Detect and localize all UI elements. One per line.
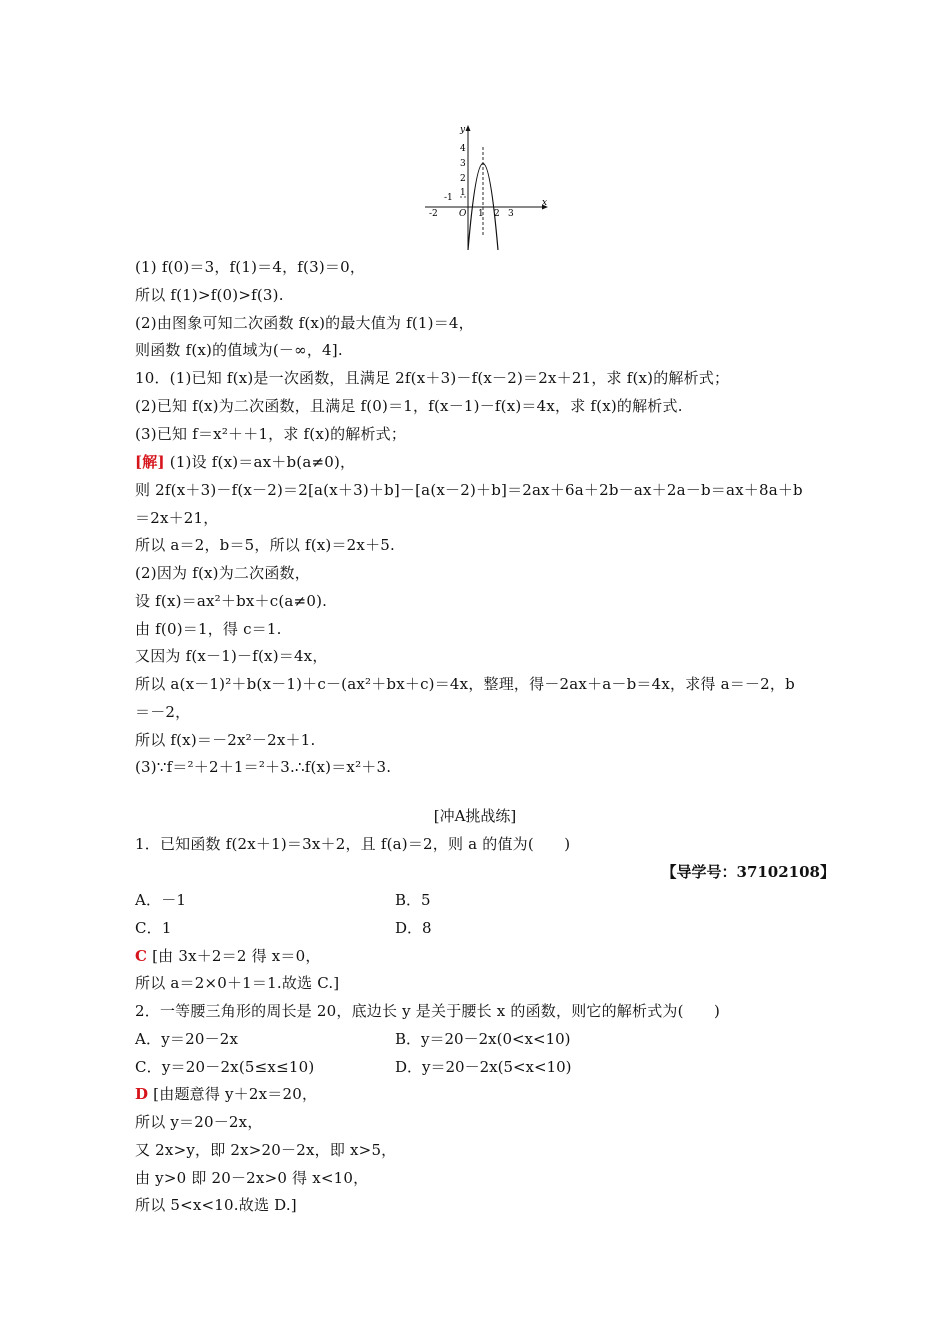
q2-exp5: 所以 5<x<10.故选 D.] <box>135 1196 297 1214</box>
q1-option-b: B．5 <box>395 891 431 909</box>
parabola-graph <box>420 120 560 255</box>
p10-q2: (2)已知 f(x)为二次函数，且满足 f(0)＝1，f(x－1)－f(x)＝4x，求 f(x)的解析式. <box>135 397 683 415</box>
y-axis-arrow <box>466 125 471 131</box>
y-axis-label: y <box>460 125 466 135</box>
q1-exp1: [由 3x＋2＝2 得 x＝0， <box>147 947 321 965</box>
q1-stem: 1．已知函数 f(2x＋1)＝3x＋2，且 f(a)＝2，则 a 的值为( ) <box>135 835 571 853</box>
p10-q3: (3)已知 f＝x²＋＋1，求 f(x)的解析式； <box>135 425 407 443</box>
p10-s8: 又因为 f(x－1)－f(x)＝4x， <box>135 647 328 665</box>
p10-s6: 设 f(x)＝ax²＋bx＋c(a≠0). <box>135 592 328 610</box>
sol9-line2: 所以 f(1)>f(0)>f(3). <box>135 286 284 304</box>
x-tick-2: 2 <box>494 209 500 219</box>
x-tick-3: 3 <box>508 209 514 219</box>
q1-ref-number: 【导学号：37102108】 <box>661 863 835 881</box>
q1-explain-line1 <box>135 946 321 966</box>
x-tick-neg2: -2 <box>429 209 438 219</box>
q2-option-c: C．y＝20－2x(5≤x≤10) <box>135 1058 315 1076</box>
q2-option-d: D．y＝20－2x(5<x<10) <box>395 1058 572 1076</box>
q2-exp1: [由题意得 y＋2x＝20， <box>148 1085 318 1103</box>
origin-label: O <box>459 209 467 219</box>
q1-exp2: 所以 a＝2×0＋1＝1.故选 C.] <box>135 974 340 992</box>
y-tick-4: 4 <box>460 144 466 154</box>
q1-option-d: D．8 <box>395 919 432 937</box>
q1-answer: C <box>135 947 148 965</box>
p10-s10: ＝－2， <box>135 703 191 721</box>
y-tick-2: 2 <box>460 174 466 184</box>
x-axis-label: x <box>542 198 548 208</box>
q2-option-a: A．y＝20－2x <box>135 1030 239 1048</box>
y-tick-neg1: -1 <box>444 193 453 203</box>
p10-s12: (3)∵f＝²＋2＋1＝²＋3.∴f(x)＝x²＋3. <box>135 758 392 776</box>
y-tick-3: 3 <box>460 159 466 169</box>
p10-s9: 所以 a(x－1)²＋b(x－1)＋c－(ax²＋bx＋c)＝4x，整理，得－2ax＋a－b＝4x，求得 a＝－2，b <box>135 675 795 693</box>
p10-sol-line1 <box>135 452 355 472</box>
q1-option-c: C．1 <box>135 919 172 937</box>
p10-s5: (2)因为 f(x)为二次函数， <box>135 564 310 582</box>
x-tick-1: 1 <box>478 209 484 219</box>
y-tick-1: 1 <box>460 188 466 198</box>
q1-option-a: A．－1 <box>135 891 187 909</box>
q2-exp3: 又 2x>y，即 2x>20－2x，即 x>5， <box>135 1141 397 1159</box>
q2-option-b: B．y＝20－2x(0<x<10) <box>395 1030 571 1048</box>
p10-s3: ＝2x＋21， <box>135 509 219 527</box>
jie-tag: [解] <box>135 453 165 471</box>
q2-exp4: 由 y>0 即 20－2x>0 得 x<10， <box>135 1169 369 1187</box>
sol9-line3: (2)由图象可知二次函数 f(x)的最大值为 f(1)＝4， <box>135 314 474 332</box>
q2-explain-line1 <box>135 1084 317 1104</box>
p10-q1: 10．(1)已知 f(x)是一次函数，且满足 2f(x＋3)－f(x－2)＝2x＋21，求 f(x)的解析式； <box>135 369 730 387</box>
q2-stem: 2．一等腰三角形的周长是 20，底边长 y 是关于腰长 x 的函数，则它的解析式为( ) <box>135 1002 721 1020</box>
p10-s2: 则 2f(x＋3)－f(x－2)＝2[a(x＋3)＋b]－[a(x－2)＋b]＝2ax＋6a＋2b－ax＋2a－b＝ax＋8a＋b <box>135 481 803 499</box>
p10-s4: 所以 a＝2，b＝5，所以 f(x)＝2x＋5. <box>135 536 395 554</box>
p10-s7: 由 f(0)＝1，得 c＝1. <box>135 620 282 638</box>
section-title: [冲A挑战练] <box>433 807 517 825</box>
q2-exp2: 所以 y＝20－2x， <box>135 1113 263 1131</box>
sol9-line4: 则函数 f(x)的值域为(－∞，4]. <box>135 341 343 359</box>
p10-s1: (1)设 f(x)＝ax＋b(a≠0)， <box>164 453 356 471</box>
sol9-line1: (1) f(0)＝3，f(1)＝4，f(3)＝0， <box>135 258 366 276</box>
p10-s11: 所以 f(x)＝－2x²－2x＋1. <box>135 731 316 749</box>
q2-answer: D <box>135 1085 149 1103</box>
